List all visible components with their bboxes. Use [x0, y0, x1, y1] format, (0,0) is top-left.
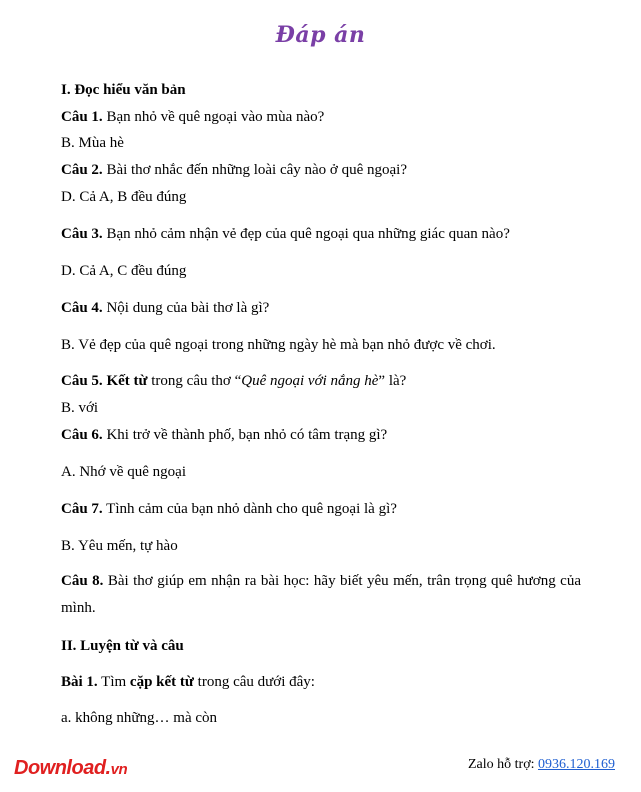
question-8: Câu 8. Bài thơ giúp em nhận ra bài học: hãy biết yêu mến, trân trọng quê hương của mình.: [61, 573, 581, 616]
zalo-support: Zalo hỗ trợ: 0936.120.169: [468, 757, 615, 772]
answer-6: A. Nhớ về quê ngoại: [61, 464, 186, 480]
section-heading: I. Đọc hiểu văn bản: [61, 82, 186, 98]
exercise-1-answer: a. không những… mà còn: [61, 710, 218, 726]
question-6: Câu 6. Khi trở về thành phố, bạn nhỏ có tâm trạng gì?: [61, 427, 388, 443]
question-2: Câu 2. Bài thơ nhắc đến những loài cây nào ở quê ngoại?: [61, 162, 408, 178]
zalo-phone-link[interactable]: 0936.120.169: [538, 757, 615, 772]
answer-7: B. Yêu mến, tự hào: [61, 538, 178, 554]
answer-4: B. Vẻ đẹp của quê ngoại trong những ngày hè mà bạn nhỏ được về chơi.: [61, 337, 496, 353]
question-5: Câu 5. Kết từ trong câu thơ “Quê ngoại với nắng hè” là?: [61, 373, 407, 389]
answer-3: D. Cả A, C đều đúng: [61, 263, 187, 279]
section-heading-2: II. Luyện từ và câu: [61, 638, 184, 654]
download-logo[interactable]: Download.vn: [14, 757, 128, 779]
answer-5: B. với: [61, 400, 99, 416]
exercise-1: Bài 1. Tìm cặp kết từ trong câu dưới đây:: [61, 674, 315, 690]
question-7: Câu 7. Tình cảm của bạn nhỏ dành cho quê ngoại là gì?: [61, 501, 397, 517]
answer-2: D. Cả A, B đều đúng: [61, 189, 187, 205]
question-3: Câu 3. Bạn nhỏ cảm nhận vẻ đẹp của quê ngoại qua những giác quan nào?: [61, 226, 510, 242]
answer-1: B. Mùa hè: [61, 135, 124, 151]
question-4: Câu 4. Nội dung của bài thơ là gì?: [61, 300, 270, 316]
question-1: Câu 1. Bạn nhỏ về quê ngoại vào mùa nào?: [61, 109, 325, 125]
page-title: Đáp án: [275, 22, 366, 48]
